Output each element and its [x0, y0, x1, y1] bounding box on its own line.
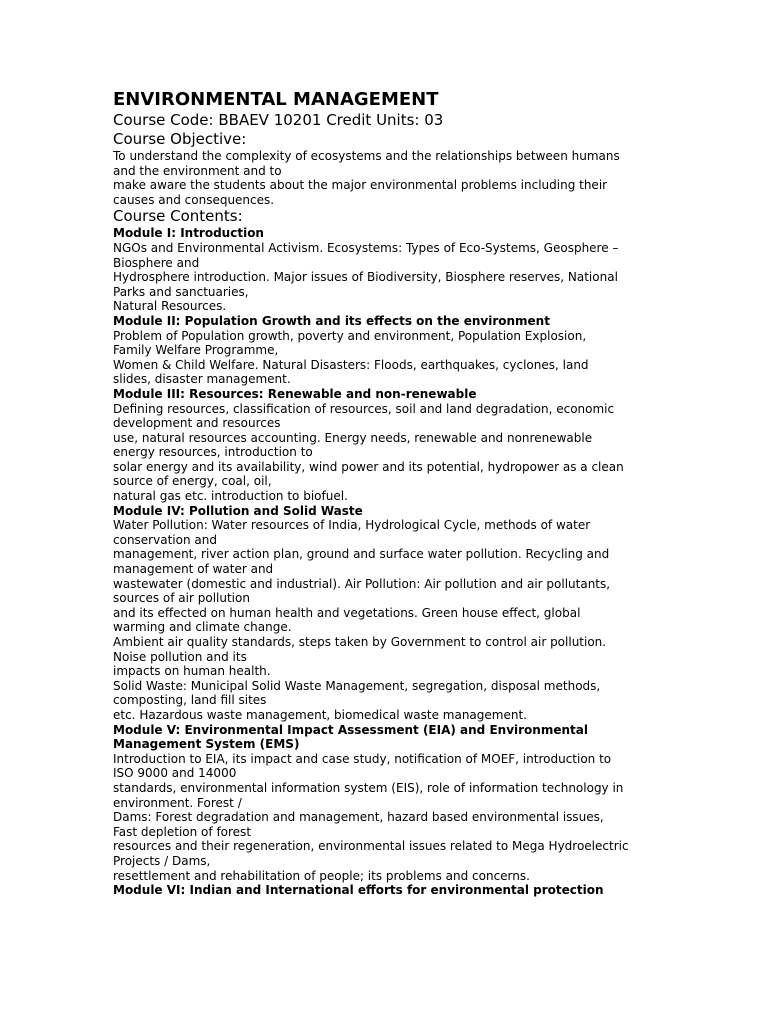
text-line: Biosphere and: [113, 255, 200, 270]
text-line: wastewater (domestic and industrial). Air Pollution: Air pollution and air pollutants,: [113, 576, 611, 591]
text-line: NGOs and Environmental Activism. Ecosystems: Types of Eco-Systems, Geosphere –: [113, 240, 619, 255]
module-title: Module I: Introduction: [113, 226, 264, 241]
text-line: use, natural resources accounting. Energy needs, renewable and nonrenewable: [113, 430, 593, 445]
text-line: Defining resources, classification of resources, soil and land degradation, economic: [113, 401, 615, 416]
text-line: Introduction to EIA, its impact and case study, notification of MOEF, introduction to: [113, 751, 612, 766]
text-line: environment. Forest /: [113, 795, 242, 810]
text-line: Hydrosphere introduction. Major issues of Biodiversity, Biosphere reserves, National: [113, 270, 618, 285]
text-line: Natural Resources.: [113, 299, 227, 314]
text-line: Fast depletion of forest: [113, 824, 252, 839]
text-line: standards, environmental information system (EIS), role of information technology in: [113, 780, 624, 795]
text-line: energy resources, introduction to: [113, 445, 313, 460]
objective-text: [113, 149, 661, 207]
text-line: Problem of Population growth, poverty and environment, Population Explosion,: [113, 328, 587, 343]
module-title: Module II: Population Growth and its effects on the environment: [113, 313, 550, 328]
text-line: and the environment and to: [113, 163, 282, 178]
text-line: management of water and: [113, 562, 274, 577]
text-line: causes and consequences.: [113, 192, 275, 207]
module-4: [113, 504, 661, 723]
text-line: and its effected on human health and vegetations. Green house effect, global: [113, 605, 581, 620]
text-line: warming and climate change.: [113, 620, 292, 635]
text-line: resettlement and rehabilitation of people; its problems and concerns.: [113, 868, 530, 883]
module-1: [113, 226, 661, 314]
text-line: slides, disaster management.: [113, 372, 291, 387]
text-line: management, river action plan, ground and surface water pollution. Recycling and: [113, 547, 610, 562]
text-line: Women & Child Welfare. Natural Disasters: Floods, earthquakes, cyclones, land: [113, 357, 589, 372]
module-title: Management System (EMS): [113, 737, 300, 752]
text-line: conservation and: [113, 532, 217, 547]
objective-heading: Course Objective:: [113, 130, 247, 148]
text-line: composting, land fill sites: [113, 693, 267, 708]
text-line: make aware the students about the major environmental problems including their: [113, 178, 608, 193]
module-3: [113, 387, 661, 504]
module-title: Module III: Resources: Renewable and non-renewable: [113, 386, 477, 401]
text-line: Water Pollution: Water resources of India, Hydrological Cycle, methods of water: [113, 518, 591, 533]
document-content: [113, 89, 661, 898]
module-title: Module VI: Indian and International efforts for environmental protection: [113, 883, 604, 898]
module-title: Module IV: Pollution and Solid Waste: [113, 503, 363, 518]
text-line: Dams: Forest degradation and management, hazard based environmental issues,: [113, 810, 604, 825]
text-line: ISO 9000 and 14000: [113, 766, 237, 781]
text-line: Solid Waste: Municipal Solid Waste Management, segregation, disposal methods,: [113, 678, 601, 693]
text-line: etc. Hazardous waste management, biomedical waste management.: [113, 707, 527, 722]
module-6: [113, 883, 661, 898]
document-title: ENVIRONMENTAL MANAGEMENT: [113, 89, 439, 110]
module-title: Module V: Environmental Impact Assessment (EIA) and Environmental: [113, 722, 588, 737]
course-code: Course Code: BBAEV 10201 Credit Units: 03: [113, 111, 444, 129]
text-line: solar energy and its availability, wind power and its potential, hydropower as a clean: [113, 459, 624, 474]
text-line: Ambient air quality standards, steps taken by Government to control air pollution.: [113, 635, 607, 649]
contents-heading: Course Contents:: [113, 207, 243, 226]
text-line: Projects / Dams,: [113, 853, 211, 868]
text-line: source of energy, coal, oil,: [113, 474, 272, 489]
text-line: Noise pollution and its: [113, 649, 247, 664]
text-line: Family Welfare Programme,: [113, 343, 279, 358]
text-line: sources of air pollution: [113, 591, 250, 606]
text-line: natural gas etc. introduction to biofuel.: [113, 489, 348, 504]
module-2: [113, 314, 661, 387]
text-line: impacts on human health.: [113, 664, 271, 679]
module-5: [113, 723, 661, 884]
text-line: resources and their regeneration, environmental issues related to Mega Hydroelectric: [113, 839, 629, 854]
text-line: To understand the complexity of ecosystems and the relationships between humans: [113, 149, 620, 163]
text-line: development and resources: [113, 416, 281, 431]
text-line: Parks and sanctuaries,: [113, 284, 249, 299]
